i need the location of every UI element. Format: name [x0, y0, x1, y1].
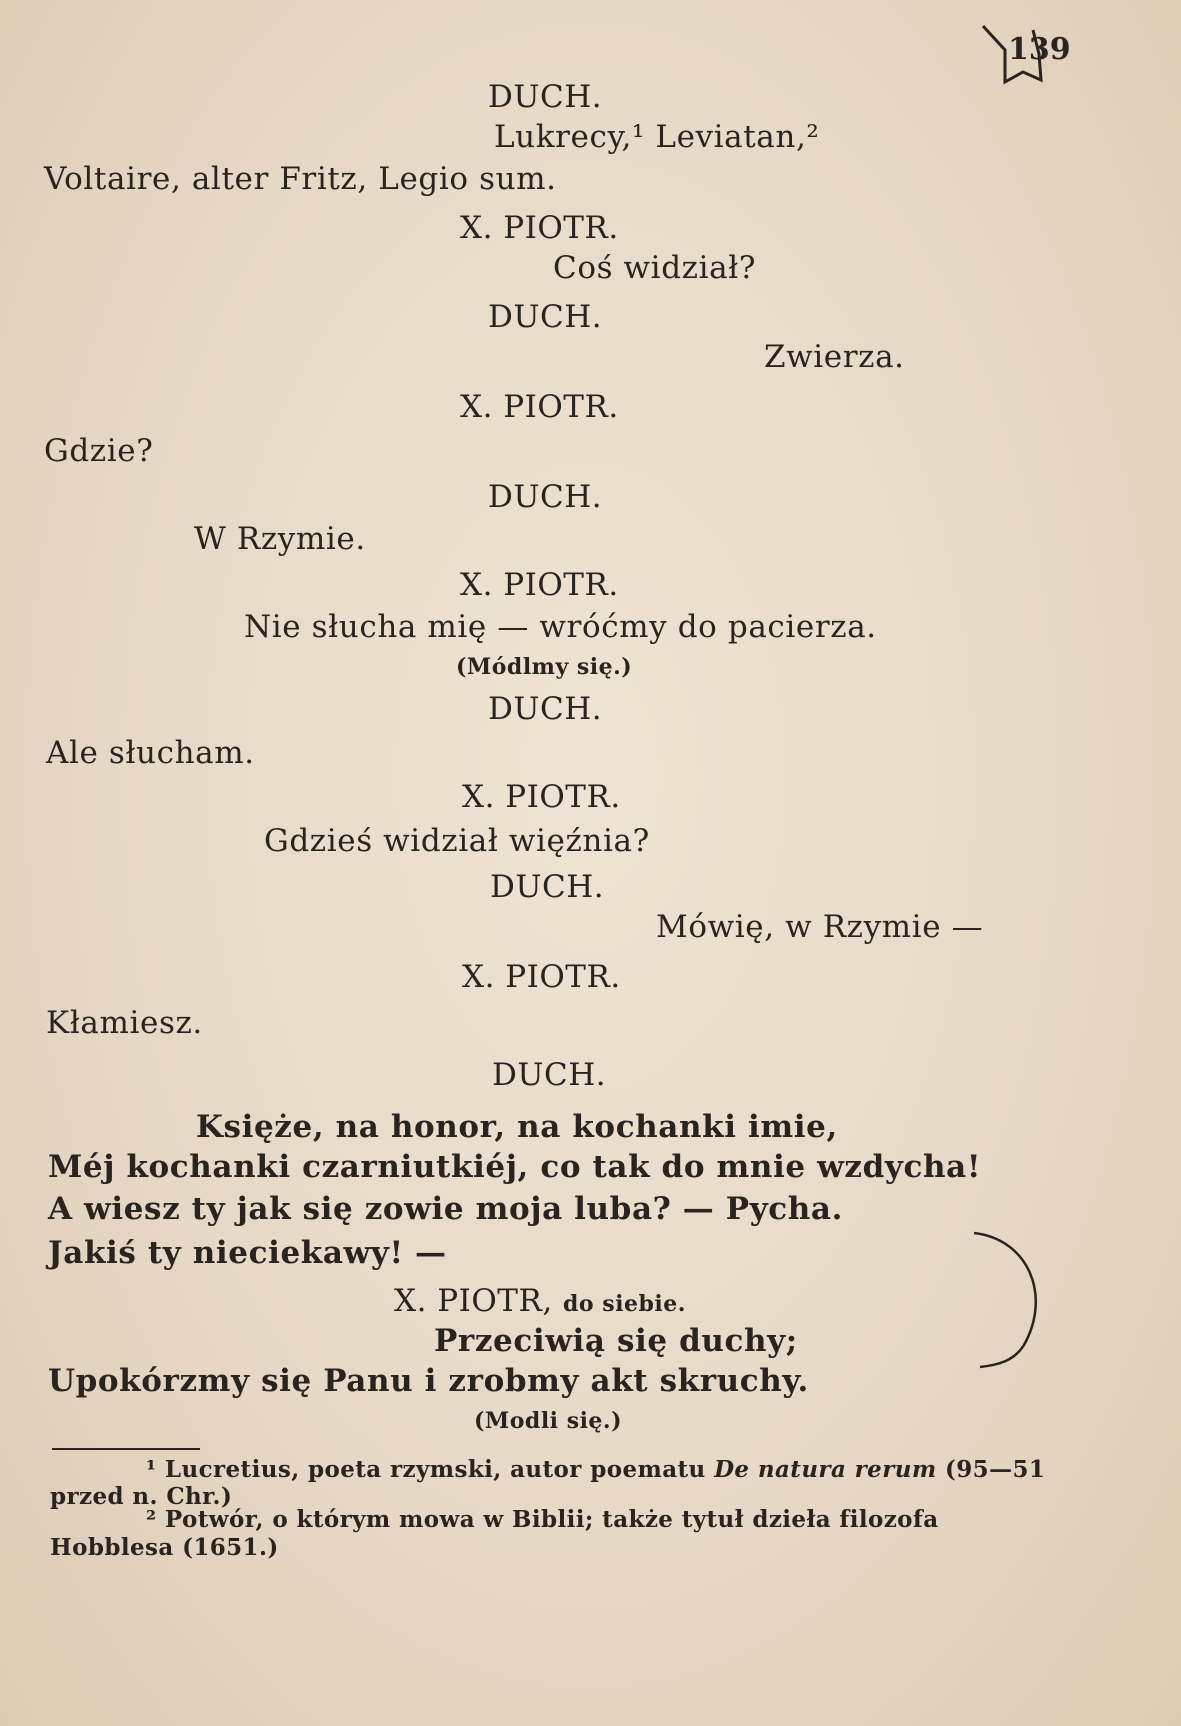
verse-line: Coś widział? — [553, 250, 757, 286]
page-number: 139 — [1008, 32, 1071, 67]
speaker-duch: DUCH. — [490, 869, 605, 905]
speaker-duch: DUCH. — [492, 1057, 607, 1093]
footnote-text: (95—51 przed n. Chr.) — [50, 1456, 1046, 1510]
verse-line: W Rzymie. — [194, 521, 366, 557]
footnote-rule — [52, 1448, 200, 1450]
footnote-text: Lucretius, poeta rzymski, autor poematu — [164, 1456, 715, 1483]
speaker-piotr: X. PIOTR. — [460, 567, 619, 603]
verse-line: Mówię, w Rzymie — — [656, 909, 984, 945]
verse-line: A wiesz ty jak się zowie moja luba? — Pycha. — [48, 1191, 843, 1227]
page-number-bracket — [975, 20, 1065, 90]
verse-line: Ale słucham. — [46, 735, 255, 771]
verse-line: Księże, na honor, na kochanki imie, — [196, 1109, 838, 1145]
speaker-duch: DUCH. — [488, 79, 603, 115]
footnote-mark: ¹ — [146, 1456, 157, 1483]
speaker-piotr: X. PIOTR. — [460, 210, 619, 246]
footnote-title: De natura rerum — [714, 1456, 937, 1483]
pencil-mark — [968, 1225, 1048, 1375]
footnote-1 — [50, 1456, 1060, 1510]
verse-line: Lukrecy,¹ Leviatan,² — [494, 119, 820, 155]
speaker-duch: DUCH. — [488, 479, 603, 515]
verse-line: Nie słucha mię — wróćmy do pacierza. — [244, 609, 877, 645]
speaker-name: X. PIOTR, — [394, 1283, 553, 1319]
stage-direction: (Módlmy się.) — [456, 654, 633, 680]
footnote-text: Potwór, o którym mowa w Biblii; także tytuł dzieła filozofa Hobblesa (1651.) — [50, 1506, 939, 1561]
verse-line: Zwierza. — [764, 339, 905, 375]
speaker-piotr: X. PIOTR. — [462, 779, 621, 815]
speaker-duch: DUCH. — [488, 691, 603, 727]
stage-direction: (Modli się.) — [474, 1408, 623, 1434]
verse-line: Upokórzmy się Panu i zrobmy akt skruchy. — [48, 1363, 809, 1399]
verse-line: Voltaire, alter Fritz, Legio sum. — [44, 161, 557, 197]
footnote-mark: ² — [146, 1506, 157, 1533]
speaker-piotr: X. PIOTR. — [460, 389, 619, 425]
speaker-duch: DUCH. — [488, 299, 603, 335]
speaker-piotr: X. PIOTR. — [462, 959, 621, 995]
footnote-2 — [50, 1506, 1060, 1562]
verse-line: Gdzie? — [44, 433, 154, 469]
verse-line: Kłamiesz. — [46, 1005, 203, 1041]
verse-line: Méj kochanki czarniutkiéj, co tak do mnie wzdycha! — [48, 1149, 982, 1185]
verse-line: Przeciwią się duchy; — [434, 1323, 798, 1359]
speaker-piotr — [394, 1283, 686, 1319]
verse-line: Gdzieś widział więźnia? — [264, 823, 650, 859]
verse-line: Jakiś ty nieciekawy! — — [48, 1235, 447, 1271]
stage-direction: do siebie. — [563, 1291, 686, 1317]
